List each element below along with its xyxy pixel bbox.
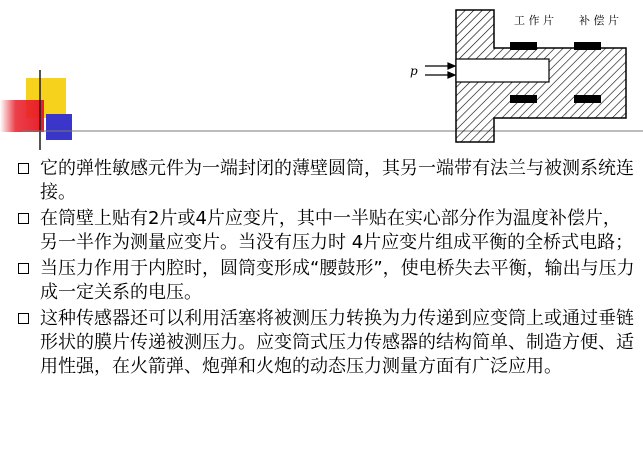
bullet-text: 在筒壁上贴有2片或4片应变片，其中一半贴在实心部分作为温度补偿片，另一半作为测量应变片。当没有压力时 4片应变片组成平衡的全桥式电路； — [40, 208, 634, 253]
square-bullet-icon — [18, 163, 29, 174]
square-bullet-icon — [18, 313, 29, 324]
bullet-text: 当压力作用于内腔时，圆筒变形成“腰鼓形”，使电桥失去平衡，输出与压力成一定关系的电压。 — [40, 258, 635, 303]
bullet-item — [18, 257, 638, 305]
work-gauge-top — [510, 42, 537, 50]
comp-gauge-top — [574, 42, 601, 50]
deco-blue-square — [46, 114, 72, 140]
bullet-item — [18, 307, 638, 379]
bullet-text: 这种传感器还可以利用活塞将被测压力转换为力传递到应变筒上或通过垂链形状的膜片传递被测压力。应变筒式压力传感器的结构简单、制造方便、适用性强，在火箭弹、炮弹和火炮的动态压力测量方面有广泛应用。 — [40, 308, 634, 377]
label-pressure: p — [410, 64, 418, 78]
bullet-text: 它的弹性敏感元件为一端封闭的薄壁圆筒，其另一端带有法兰与被测系统连接。 — [40, 158, 634, 203]
label-comp-gauge: 补 偿 片 — [579, 14, 619, 27]
inner-cavity — [456, 59, 549, 82]
deco-red-bar — [0, 100, 44, 132]
label-work-gauge: 工 作 片 — [514, 14, 554, 27]
bullet-list — [18, 157, 638, 381]
bullet-item — [18, 207, 638, 255]
comp-gauge-bottom — [574, 95, 601, 103]
bullet-item — [18, 157, 638, 205]
square-bullet-icon — [18, 213, 29, 224]
sensor-body — [456, 10, 626, 142]
pressure-arrows — [425, 63, 455, 78]
pressure-sensor-diagram — [395, 0, 643, 150]
square-bullet-icon — [18, 263, 29, 274]
work-gauge-bottom — [510, 95, 537, 103]
